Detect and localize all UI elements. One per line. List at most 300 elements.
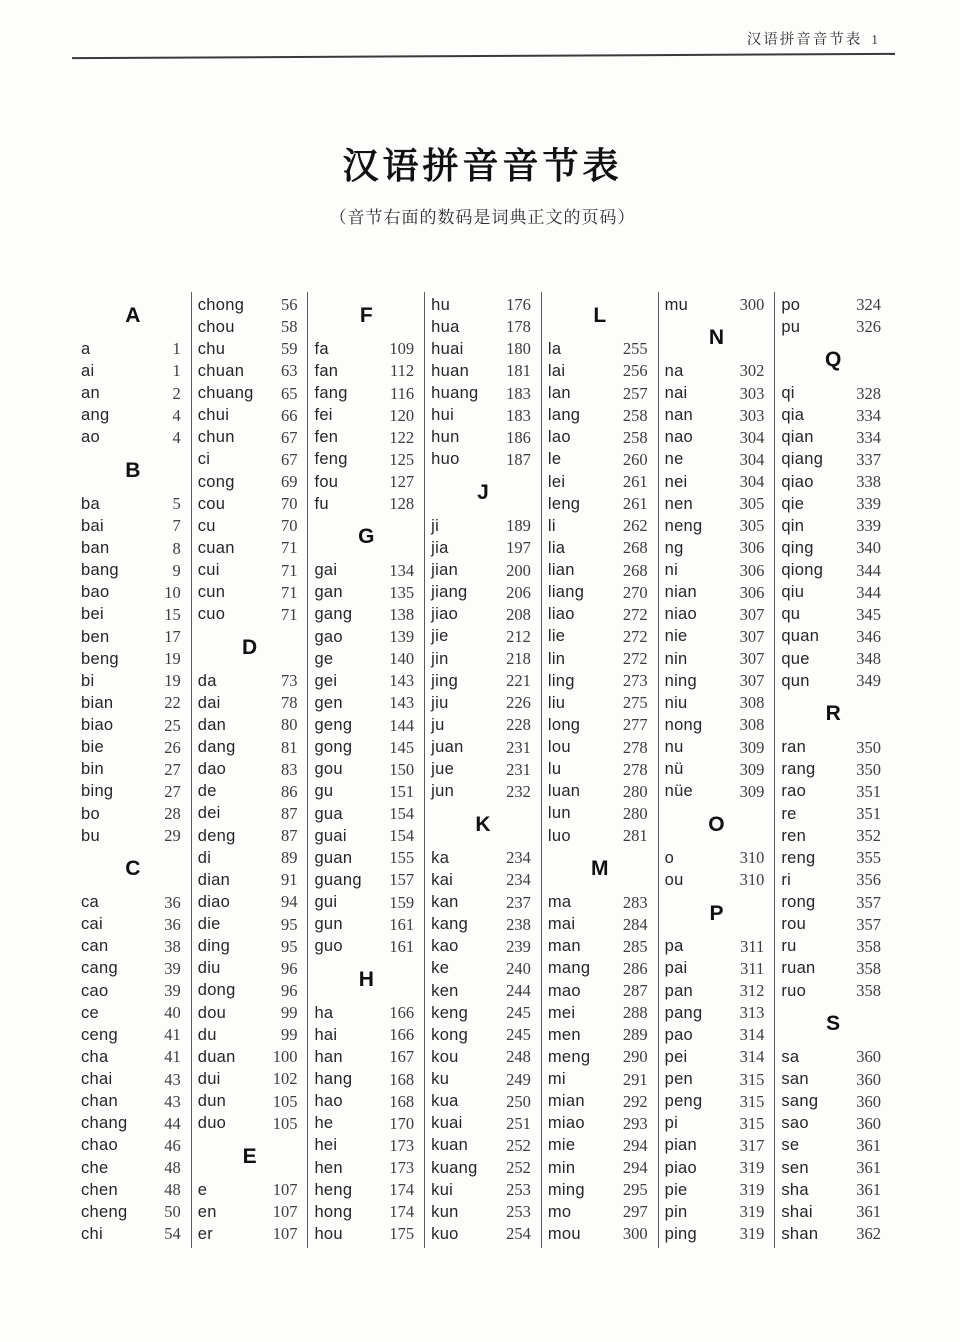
syllable-entry [659,294,775,316]
page-number: 294 [622,1158,648,1178]
syllable: pang [664,1003,703,1022]
page-number: 208 [506,604,531,624]
syllable: gan [314,583,343,602]
syllable: gen [314,693,343,712]
page-number: 105 [272,1113,298,1133]
syllable: cui [197,561,220,580]
page-number: 304 [739,449,765,469]
syllable-entry [659,759,775,781]
syllable: dei [197,804,221,823]
syllable-entry [775,1157,891,1179]
page-number: 95 [280,936,298,956]
page-number: 154 [389,804,415,824]
syllable-entry [75,1002,191,1024]
page-number: 218 [506,649,531,669]
page-number: 360 [856,1069,882,1089]
page-number: 295 [622,1180,648,1200]
syllable: ai [81,361,95,380]
syllable-entry [542,1002,658,1024]
table-column-2 [192,292,309,1248]
header-rule [72,53,895,59]
syllable-entry [75,405,191,427]
page-number: 309 [739,737,765,757]
syllable: jian [431,561,459,580]
syllable-entry [192,493,308,515]
syllable: cheng [81,1202,128,1221]
syllable-entry [192,1046,308,1068]
syllable: quan [781,627,820,646]
syllable: qian [781,428,814,447]
syllable: jin [431,649,449,668]
syllable: chan [81,1092,118,1111]
syllable-entry [75,626,191,648]
page-number: 361 [856,1180,882,1200]
syllable-entry [542,825,658,847]
page-number: 36 [164,892,181,912]
syllable-entry [75,1201,191,1223]
syllable: hei [314,1136,338,1155]
syllable: na [664,361,684,380]
syllable-entry [192,670,308,692]
page-number: 334 [856,405,882,425]
syllable: guai [314,826,347,845]
page-number: 161 [389,914,415,934]
syllable: chao [81,1136,118,1155]
section-letter-N: N [708,326,725,350]
page-number: 249 [506,1069,531,1089]
syllable: chou [197,317,235,336]
syllable: pu [781,317,801,336]
syllable-entry [75,914,191,936]
page-subtitle: （音节右面的数码是词典正文的页码） [329,208,636,227]
page-number: 4 [172,427,181,447]
syllable-entry [425,914,541,936]
syllable-entry [659,405,775,427]
page-number: 290 [622,1047,648,1067]
page-number: 96 [280,958,298,978]
syllable: ni [664,561,679,580]
page-number: 180 [506,339,531,359]
running-page-number: 1 [871,32,878,47]
syllable: sao [781,1114,809,1133]
table-column-1 [75,292,192,1248]
syllable: he [314,1114,334,1133]
page-number: 306 [739,538,765,558]
page-number: 306 [739,582,765,602]
syllable: bin [81,760,104,779]
syllable: ru [781,937,797,956]
section-letter-O: O [708,813,725,837]
syllable: de [197,782,217,801]
syllable: ceng [81,1025,118,1044]
page-number: 95 [280,914,298,934]
page-number: 78 [280,693,298,713]
page-number: 22 [164,693,181,713]
syllable-entry [308,936,424,958]
page-number: 80 [280,715,298,735]
syllable: luo [547,826,571,845]
syllable: que [781,649,810,668]
syllable-entry [659,958,775,980]
syllable-entry [775,515,891,537]
page-number: 254 [506,1224,531,1244]
page-number: 159 [389,892,415,912]
page-number: 311 [740,958,765,978]
page-number: 258 [622,427,648,447]
page-number: 151 [389,781,415,801]
page-number: 43 [164,1091,181,1111]
syllable-entry [542,1157,658,1179]
page-number: 234 [506,870,531,890]
syllable-entry [75,604,191,626]
page-number: 58 [280,317,298,337]
syllable: gua [314,804,343,823]
syllable-entry [308,1002,424,1024]
page-number: 28 [164,804,181,824]
page-number: 352 [856,826,882,846]
syllable: gai [314,561,338,580]
syllable: qun [781,671,810,690]
syllable-entry [542,537,658,559]
syllable: bo [81,804,100,823]
page-number: 96 [280,980,298,1000]
page-number: 100 [272,1047,298,1067]
page-number: 310 [739,848,765,868]
syllable: sha [781,1180,809,1199]
syllable: kang [431,915,469,934]
syllable: huai [431,339,464,358]
syllable-entry [192,781,308,803]
syllable: ming [547,1180,585,1199]
syllable-entry [542,1135,658,1157]
syllable: qiao [781,472,814,491]
syllable: liao [547,605,575,624]
page-number: 244 [506,981,531,1001]
syllable-entry [542,670,658,692]
page-number: 324 [856,295,882,315]
page-number: 38 [164,936,181,956]
syllable: ba [81,494,100,513]
syllable: kui [431,1180,454,1199]
syllable-entry [775,405,891,427]
syllable: long [547,715,581,734]
page-number: 120 [389,405,415,425]
page-number: 154 [389,826,415,846]
page-number: 56 [280,295,298,315]
syllable-entry [308,1157,424,1179]
syllable-entry [659,1091,775,1113]
syllable: men [547,1025,581,1044]
syllable: pian [664,1136,697,1155]
page-number: 122 [389,427,415,447]
page-number: 361 [856,1202,882,1222]
page-number: 46 [164,1135,181,1155]
page-number: 197 [506,538,531,558]
syllable-entry [308,360,424,382]
syllable-entry [192,1201,308,1223]
syllable: gei [314,671,338,690]
syllable-entry [425,405,541,427]
syllable-entry [425,737,541,759]
page-number: 150 [389,759,415,779]
page-number: 135 [389,582,415,602]
page-number: 307 [739,649,765,669]
syllable: cang [81,959,118,978]
page-number: 307 [739,604,765,624]
page-number: 221 [506,671,531,691]
syllable: kong [431,1025,469,1044]
syllable-entry [75,1223,191,1245]
syllable-entry [192,1113,308,1135]
syllable: san [781,1070,809,1089]
page-number: 1 [172,361,181,381]
page-number: 19 [164,649,181,669]
syllable: qu [781,605,801,624]
syllable: nong [664,715,703,734]
syllable-entry [542,1201,658,1223]
syllable: ji [431,516,440,535]
page-number: 181 [506,361,531,381]
page-number: 128 [389,494,415,514]
syllable-entry [775,1091,891,1113]
syllable: gang [314,605,353,624]
page-number: 1 [172,339,181,359]
syllable: fu [314,494,329,513]
syllable-entry [542,1113,658,1135]
page-number: 139 [389,627,415,647]
syllable: nin [664,649,688,668]
page-number: 237 [506,892,531,912]
page-number: 256 [622,361,648,381]
syllable-entry [192,869,308,891]
page-number: 306 [739,560,765,580]
page-number: 340 [856,538,882,558]
page-number: 315 [739,1069,765,1089]
page-number: 107 [272,1180,298,1200]
syllable-entry [425,980,541,1002]
syllable: cao [81,981,109,1000]
syllable: nu [664,738,684,757]
page-number: 268 [622,538,648,558]
syllable-entry [659,471,775,493]
page-number: 125 [389,449,415,469]
page-number: 350 [856,737,882,757]
syllable: rou [781,915,807,934]
page-number: 303 [739,383,765,403]
page-number: 245 [506,1003,531,1023]
syllable: can [81,937,109,956]
syllable: qia [781,406,805,425]
syllable: li [547,516,556,535]
syllable-entry [425,1024,541,1046]
page-number: 309 [739,759,765,779]
syllable-entry [75,515,191,537]
page-number: 174 [389,1180,415,1200]
syllable: dao [197,760,227,779]
syllable-entry [192,338,308,360]
syllable-entry [542,338,658,360]
page-number: 260 [622,449,648,469]
page-number: 127 [389,472,415,492]
syllable: luan [547,782,581,801]
syllable-entry [192,449,308,471]
syllable: kuai [431,1114,463,1133]
syllable-entry [75,958,191,980]
syllable-entry [192,294,308,316]
syllable: huan [431,361,470,380]
syllable-entry [775,781,891,803]
syllable-entry [542,1179,658,1201]
syllable: man [547,937,581,956]
syllable: kuo [431,1224,459,1243]
page-number: 232 [506,781,531,801]
page-number: 287 [622,981,648,1001]
page-number: 307 [739,671,765,691]
syllable: ruan [781,959,816,978]
syllable-entry [425,626,541,648]
syllable-entry [308,869,424,891]
page-number: 234 [506,848,531,868]
syllable-entry [542,980,658,1002]
syllable: huang [431,384,479,403]
syllable: pan [664,981,694,1000]
syllable: chun [197,428,235,447]
page-number: 102 [272,1069,298,1089]
page-number: 39 [164,958,181,978]
syllable-entry [425,936,541,958]
page-number: 71 [280,538,298,558]
syllable-entry [542,759,658,781]
syllable: ka [431,848,450,867]
syllable-entry [542,604,658,626]
syllable-entry [775,1223,891,1245]
page-number: 305 [739,516,765,536]
syllable: dou [197,1003,227,1022]
syllable-entry [75,980,191,1002]
page-number: 107 [272,1202,298,1222]
page-number: 258 [622,405,648,425]
syllable-entry [425,1091,541,1113]
page-number: 251 [506,1113,531,1133]
syllable: bai [81,516,104,535]
syllable-entry [75,825,191,847]
syllable-entry [425,383,541,405]
syllable-entry [659,1046,775,1068]
syllable: dui [197,1069,221,1088]
syllable: han [314,1047,343,1066]
page-number: 41 [164,1047,181,1067]
syllable-entry [659,537,775,559]
syllable: cun [197,583,226,602]
syllable-entry [192,405,308,427]
syllable: meng [547,1047,591,1066]
page-number: 360 [856,1047,882,1067]
syllable: hang [314,1070,353,1089]
syllable-entry [75,1091,191,1113]
syllable-entry [75,560,191,582]
syllable: po [781,295,801,314]
page-number: 273 [622,671,648,691]
section-letter-K: K [475,813,491,837]
syllable-entry [659,493,775,515]
syllable-entry [192,427,308,449]
syllable-entry [659,1024,775,1046]
syllable: rao [781,782,807,801]
page-number: 319 [739,1158,765,1178]
syllable: cuo [197,605,226,624]
page-number: 334 [856,427,882,447]
syllable: ri [781,870,792,889]
syllable: dan [197,715,227,734]
page-number: 313 [739,1003,765,1023]
page-number: 4 [172,405,181,425]
syllable: mou [547,1224,581,1243]
syllable-entry [775,1179,891,1201]
page-number: 339 [856,494,882,514]
syllable-entry [192,360,308,382]
syllable: nüe [664,782,694,801]
syllable: gun [314,915,343,934]
syllable: hao [314,1092,343,1111]
page-number: 27 [164,759,181,779]
syllable: kuang [431,1158,478,1177]
syllable: nai [664,384,688,403]
syllable-entry [659,648,775,670]
syllable: lan [547,384,571,403]
syllable-entry [192,383,308,405]
syllable: kao [431,937,459,956]
syllable-entry [425,714,541,736]
syllable-entry [775,891,891,913]
syllable-entry [192,1091,308,1113]
page-number: 315 [739,1091,765,1111]
syllable: liu [547,693,566,712]
syllable: beng [81,649,119,668]
syllable-entry [775,493,891,515]
syllable-entry [75,493,191,515]
syllable: cha [81,1047,109,1066]
page-number: 134 [389,560,415,580]
syllable-entry [308,1223,424,1245]
syllable: hun [431,428,460,447]
page-number: 155 [389,848,415,868]
page-number: 8 [172,538,181,558]
syllable: fen [314,428,339,447]
syllable: peng [664,1092,703,1111]
page-number: 308 [739,693,765,713]
page-number: 67 [280,449,298,469]
syllable: qiu [781,583,805,602]
syllable-entry [192,316,308,338]
syllable-entry [308,781,424,803]
syllable: qing [781,538,814,557]
page-number: 138 [389,604,415,624]
syllable-entry [192,958,308,980]
page-number: 257 [622,383,648,403]
syllable-entry [308,604,424,626]
syllable-entry [542,360,658,382]
syllable: an [81,384,100,403]
page-number: 183 [506,405,531,425]
syllable-entry [659,560,775,582]
syllable-entry [659,1179,775,1201]
syllable-entry [775,803,891,825]
syllable: jia [431,538,449,557]
syllable: jue [431,760,455,779]
page-number: 186 [506,427,531,447]
syllable: min [547,1158,576,1177]
syllable-entry [775,958,891,980]
